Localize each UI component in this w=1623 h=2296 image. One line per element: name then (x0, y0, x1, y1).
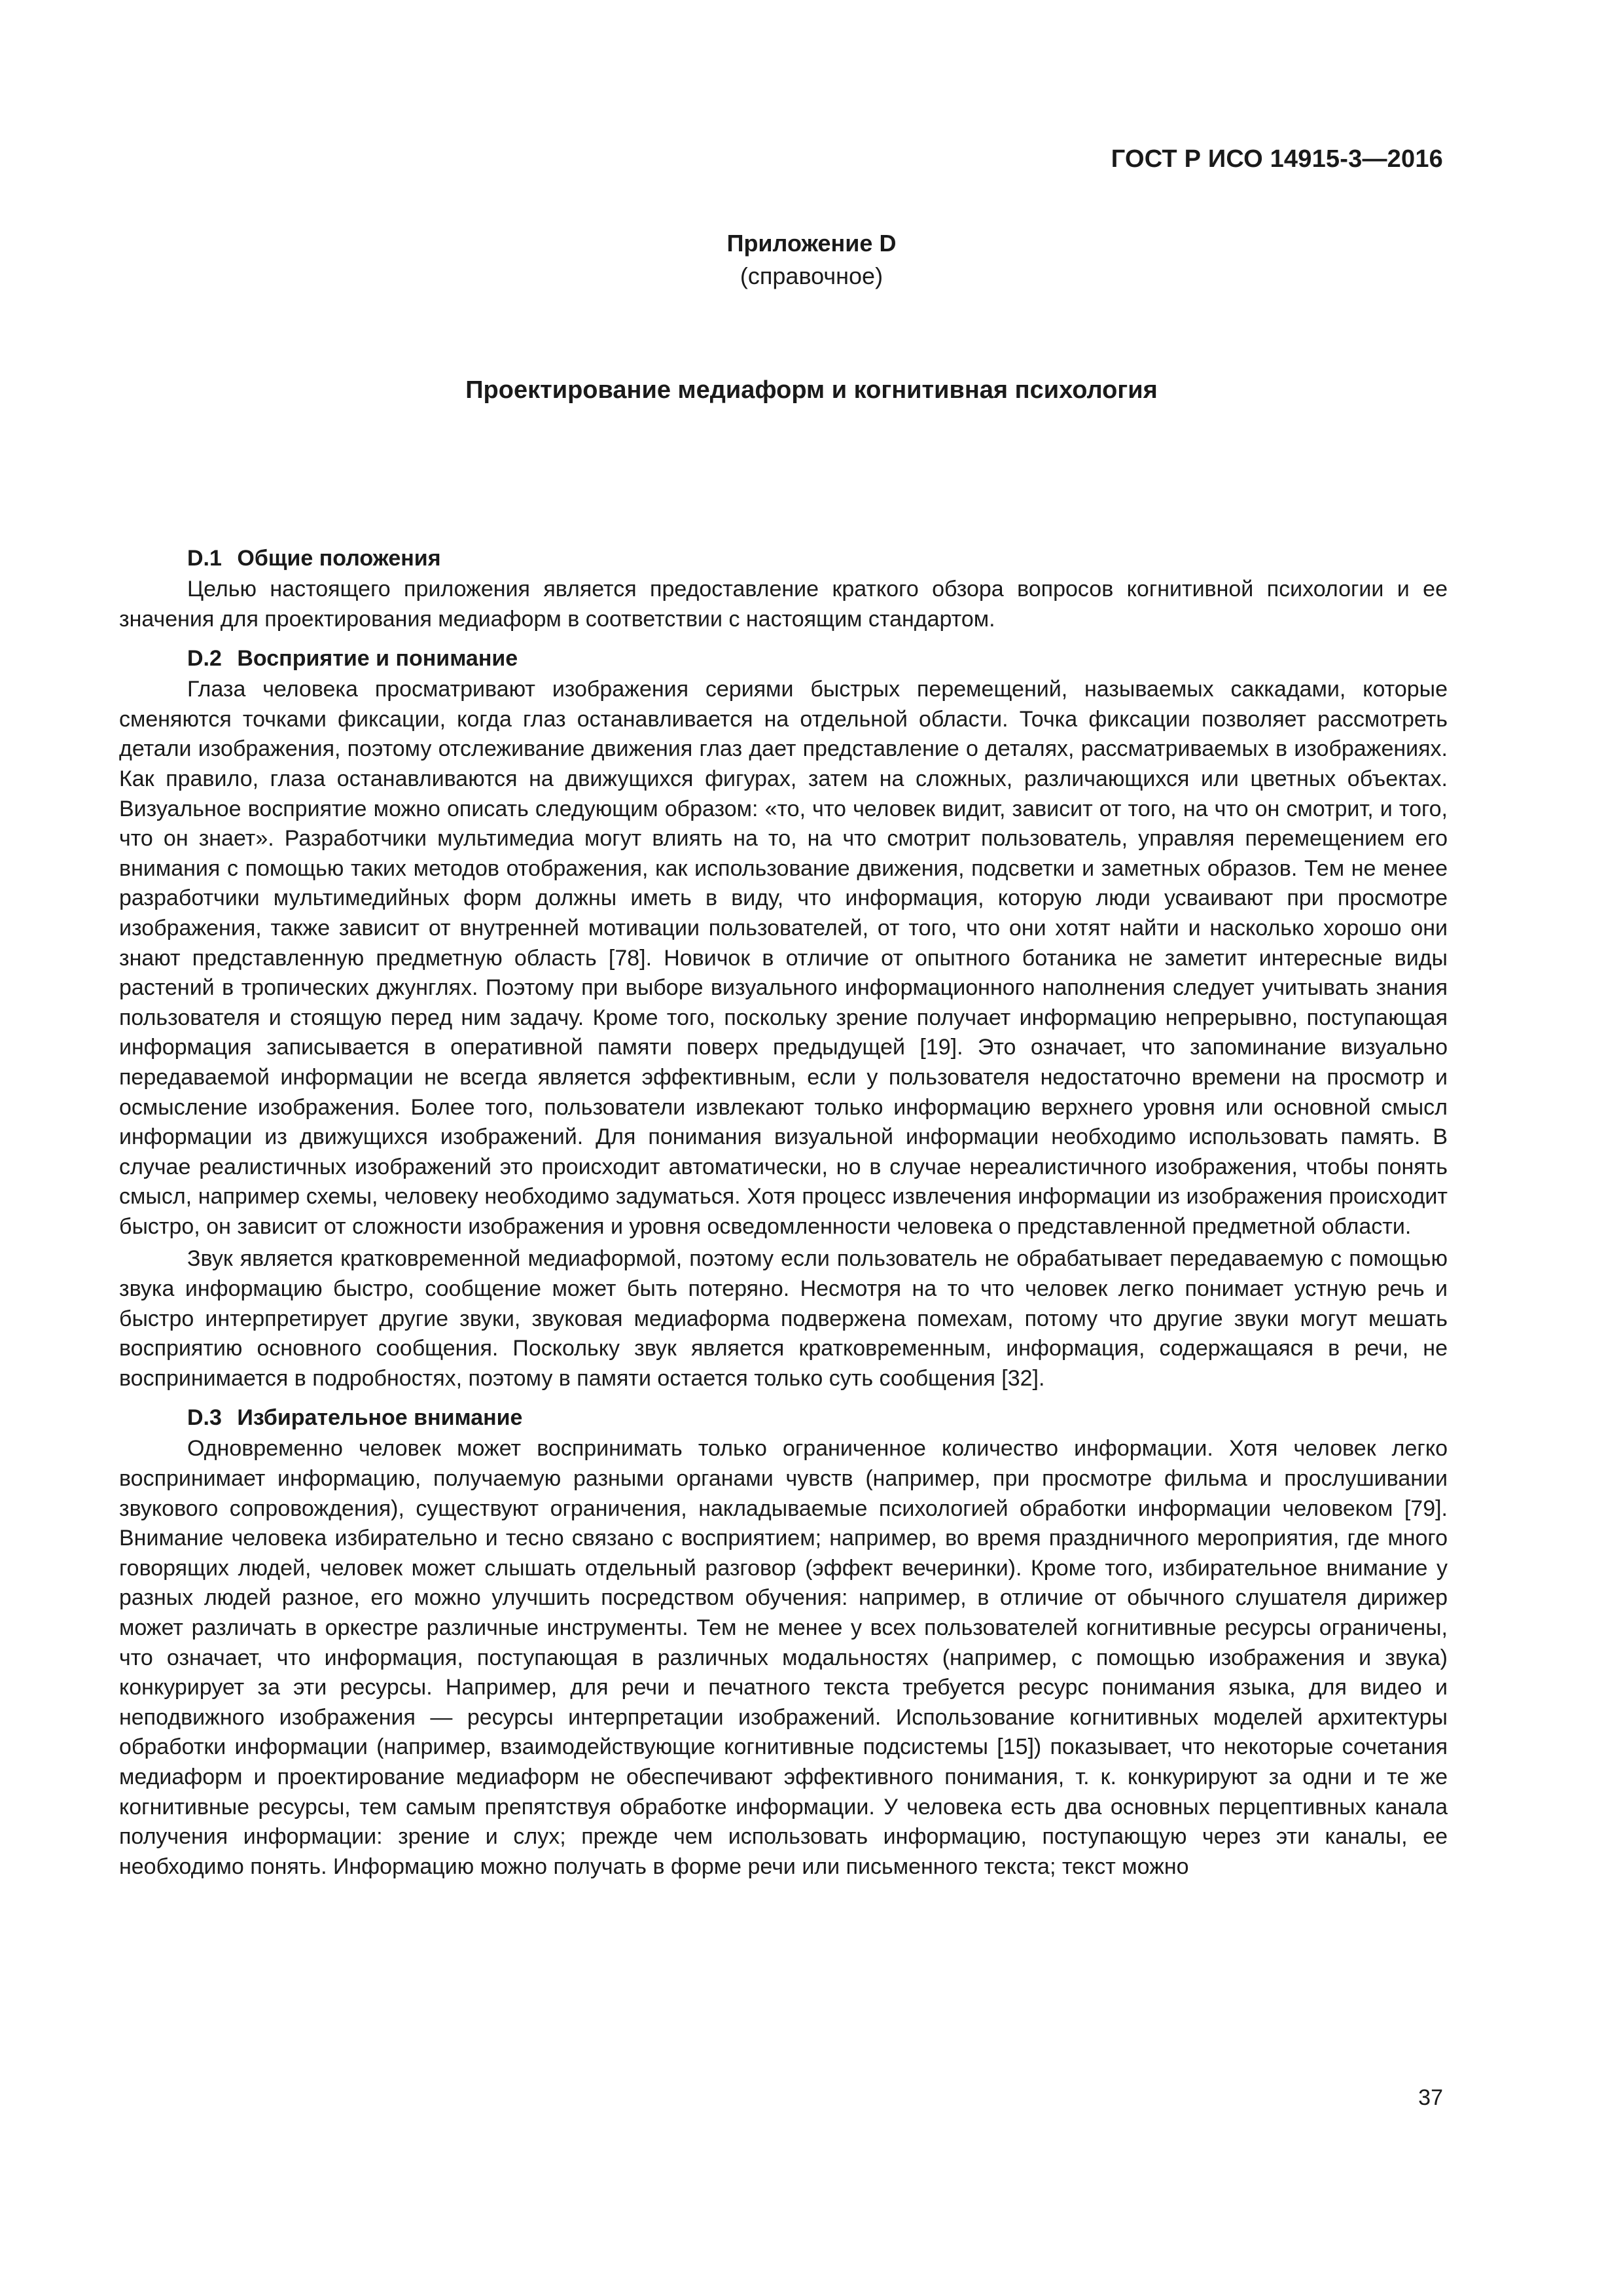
paragraph: Звук является кратковременной медиаформой, поэтому если пользователь не обрабатывает передаваемую с помощью звука информацию быстро, сообщение может быть потеряно. Несмотря на то что человек легко понимает устную речь и быстро интерпретирует другие звуки, звуковая медиаформа подвержена помехам, потому что другие звуки могут мешать восприятию основного сообщения. Поскольку звук является кратковременным, информация, содержащаяся в речи, не воспринимается в подробностях, поэтому в памяти остается только суть сообщения [32]. (119, 1246, 1448, 1391)
section-heading (119, 542, 1448, 575)
section-d2 (119, 642, 1448, 1393)
paragraph: Глаза человека просматривают изображения сериями быстрых перемещений, называемых саккадами, которые сменяются точками фиксации, когда глаз останавливается на отдельной области. Точка фиксации позволяет рассмотреть детали изображения, поэтому отслеживание движения глаз дает представление о деталях, рассматриваемых в изображениях. Как правило, глаза останавливаются на движущихся фигурах, затем на сложных, различающихся или цветных объектах. Визуальное восприятие можно описать следующим образом: «то, что человек видит, зависит от того, на что он смотрит, и того, что он знает». Разработчики мультимедиа могут влиять на то, на что смотрит пользователь, управляя перемещением его внимания с помощью таких методов отображения, как использование движения, подсветки и заметных образов. Тем не менее разработчики мультимедийных форм должны иметь в виду, что информация, которую люди усваивают при просмотре изображения, также зависит от внутренней мотивации пользователей, от того, что они хотят найти и насколько хорошо они знают представленную предметную область [78]. Новичок в отличие от опытного ботаника не заметит интересные виды растений в тропических джунглях. Поэтому при выборе визуального информационного наполнения следует учитывать знания пользователя и стоящую перед ним задачу. Кроме того, поскольку зрение получает информацию непрерывно, поступающая информация записывается в оперативной памяти поверх предыдущей [19]. Это означает, что запоминание визуально передаваемой информации не всегда является эффективным, если у пользователя недостаточно времени на просмотр и осмысление изображения. Более того, пользователи извлекают только информацию верхнего уровня или основной смысл информации из движущихся изображений. Для понимания визуальной информации необходимо использовать память. В случае реалистичных изображений это происходит автоматически, но в случае нереалистичного изображения, чтобы понять смысл, например схемы, человеку необходимо задуматься. Хотя процесс извлечения информации из изображения происходит быстро, он зависит от сложности изображения и уровня осведомленности человека о представленной предметной области. (119, 677, 1448, 1239)
section-title: Избирательное внимание (237, 1405, 523, 1431)
main-title: Проектирование медиаформ и когнитивная психология (465, 376, 1158, 404)
section-heading (119, 642, 1448, 675)
document-code: ГОСТ Р ИСО 14915-3—2016 (1111, 145, 1443, 173)
paragraph: Одновременно человек может воспринимать только ограниченное количество информации. Хотя человек легко воспринимает информацию, получаемую разными органами чувств (например, при просмотре фильма и прослушивании звукового сопровождения), существуют ограничения, накладываемые психологией обработки информации человеком [79]. Внимание человека избирательно и тесно связано с восприятием; например, во время праздничного мероприятия, где много говорящих людей, человек может слышать отдельный разговор (эффект вечеринки). Кроме того, избирательное внимание у разных людей разное, его можно улучшить посредством обучения: например, в отличие от обычного слушателя дирижер может различать в оркестре различные инструменты. Тем не менее у всех пользователей когнитивные ресурсы ограничены, что означает, что информация, поступающая в различных модальностях (например, с помощью изображения и звука) конкурирует за эти ресурсы. Например, для речи и печатного текста требуется ресурс понимания языка, для видео и неподвижного изображения — ресурсы интерпретации изображений. Использование когнитивных моделей архитектуры обработки информации (например, взаимодействующие когнитивные подсистемы [15]) показывает, что некоторые сочетания медиаформ и проектирование медиаформ не обеспечивают эффективного понимания, т. к. конкурируют за одни и те же когнитивные ресурсы, тем самым препятствуя обработке информации. У человека есть два основных перцептивных канала получения информации: зрение и слух; прежде чем использовать информацию, поступающую через эти каналы, ее необходимо понять. Информацию можно получать в форме речи или письменного текста; текст можно (119, 1436, 1448, 1879)
section-number: D.1 (187, 546, 222, 571)
page-number: 37 (1418, 2085, 1443, 2110)
appendix-title: Приложение D (726, 230, 897, 257)
appendix-type: (справочное) (740, 262, 883, 289)
section-d1 (119, 542, 1448, 634)
section-title: Восприятие и понимание (237, 646, 518, 672)
section-heading (119, 1401, 1448, 1434)
document-body (119, 542, 1448, 1884)
paragraph: Целью настоящего приложения является предоставление краткого обзора вопросов когнитивной психологии и ее значения для проектирования медиаформ в соответствии с настоящим стандартом. (119, 577, 1448, 632)
section-title: Общие положения (237, 546, 441, 571)
appendix-heading (0, 227, 1623, 293)
section-number: D.3 (187, 1405, 222, 1431)
section-number: D.2 (187, 646, 222, 672)
section-d3 (119, 1401, 1448, 1882)
